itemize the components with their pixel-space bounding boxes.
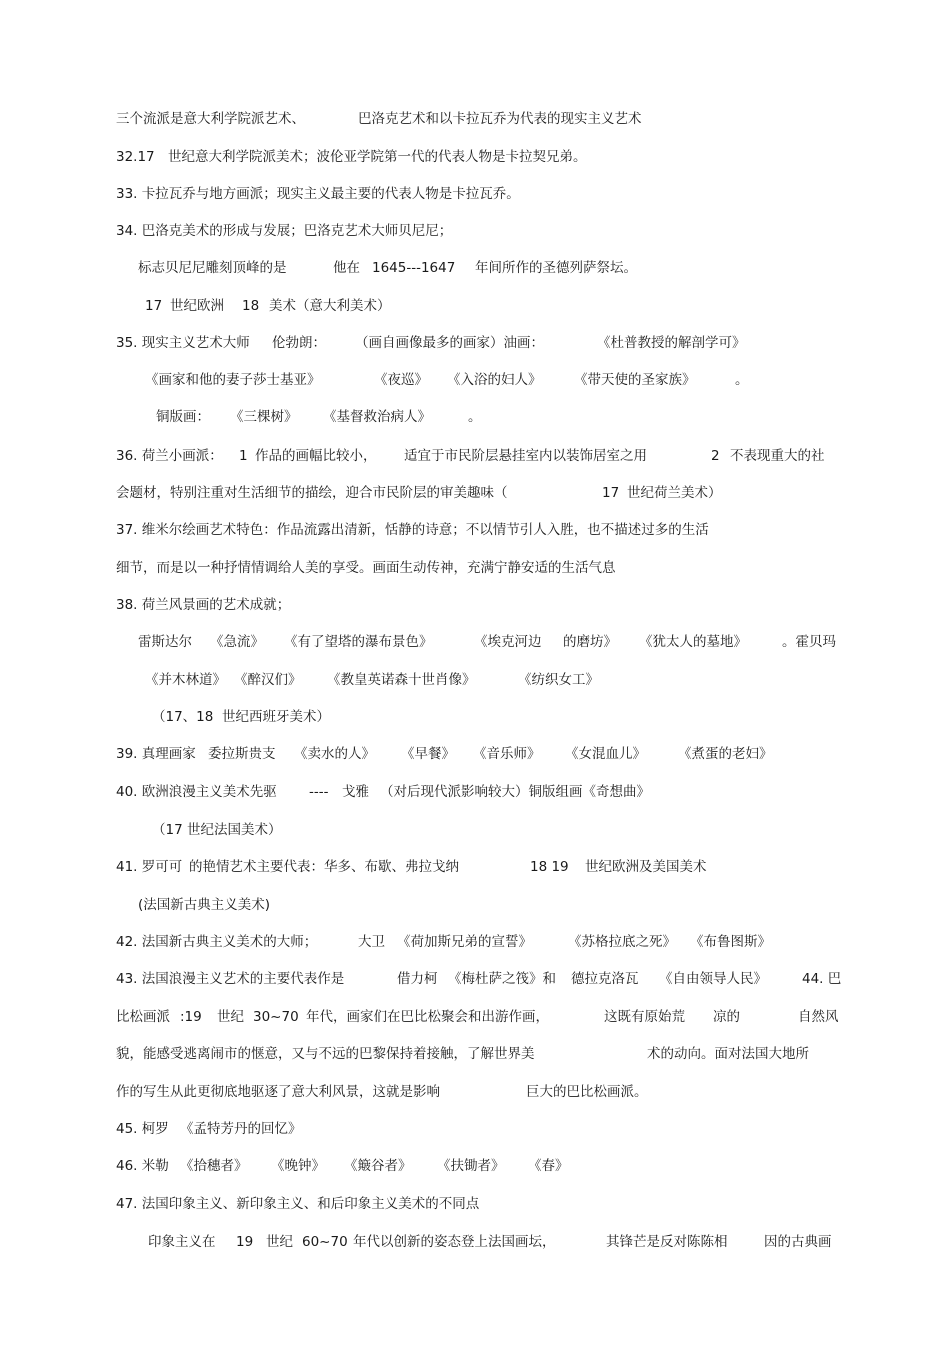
text-segment: 《簸谷者》 bbox=[344, 1158, 412, 1174]
text-segment: 《三棵树》 bbox=[230, 409, 298, 425]
text-line bbox=[0, 1117, 950, 1141]
text-line bbox=[0, 368, 950, 392]
text-segment: 《女混血儿》 bbox=[565, 746, 646, 762]
text-segment: 32.17 bbox=[116, 149, 155, 165]
text-line bbox=[0, 742, 950, 766]
text-segment: 标志贝尼尼雕刻顶峰的是 bbox=[138, 260, 287, 276]
text-segment: 《荷加斯兄弟的宣誓》 bbox=[397, 934, 532, 950]
text-segment: 不表现重大的社 bbox=[730, 448, 825, 464]
text-segment: 38. 荷兰风景画的艺术成就； bbox=[116, 597, 291, 613]
text-segment: 借力柯 bbox=[397, 971, 438, 987]
text-segment: 巴洛克艺术和以卡拉瓦乔为代表的现实主义艺术 bbox=[358, 111, 642, 127]
text-segment: 17 bbox=[145, 298, 163, 314]
text-segment: 45. 柯罗 bbox=[116, 1121, 169, 1137]
text-segment: 40. 欧洲浪漫主义美术先驱 bbox=[116, 784, 277, 800]
text-segment: 《基督救治病人》 bbox=[323, 409, 431, 425]
text-segment: 雷斯达尔 bbox=[138, 634, 192, 650]
text-segment: 35. 现实主义艺术大师 bbox=[116, 335, 250, 351]
text-segment: 伦勃朗： bbox=[272, 335, 326, 351]
text-segment: 18 bbox=[242, 298, 260, 314]
text-line bbox=[0, 593, 950, 617]
text-segment: 的艳情艺术主要代表：华多、布歇、弗拉戈纳 bbox=[189, 859, 459, 875]
text-line bbox=[0, 1042, 950, 1066]
text-line bbox=[0, 182, 950, 206]
text-segment: 46. 米勒 bbox=[116, 1158, 169, 1174]
text-segment: 34. 巴洛克美术的形成与发展；巴洛克艺术大师贝尼尼； bbox=[116, 223, 453, 239]
text-segment: 60~70 bbox=[302, 1234, 348, 1250]
text-line bbox=[0, 630, 950, 654]
text-segment: 19 bbox=[236, 1234, 254, 1250]
text-segment: 《入浴的妇人》 bbox=[447, 372, 542, 388]
text-segment: 铜版画： bbox=[156, 409, 210, 425]
text-line bbox=[0, 405, 950, 429]
text-segment: 39. 真理画家 bbox=[116, 746, 196, 762]
text-segment: 适宜于市民阶层悬挂室内以装饰居室之用 bbox=[404, 448, 647, 464]
text-segment: 《急流》 bbox=[210, 634, 264, 650]
text-line bbox=[0, 219, 950, 243]
text-segment: 三个流派是意大利学院派艺术、 bbox=[116, 111, 305, 127]
text-segment: 世纪荷兰美术） bbox=[627, 485, 722, 501]
text-line bbox=[0, 556, 950, 580]
text-segment: 年代，画家们在巴比松聚会和出游作画， bbox=[306, 1009, 549, 1025]
text-segment: 《卖水的人》 bbox=[294, 746, 375, 762]
text-segment: 。 bbox=[468, 409, 482, 425]
text-segment: 36. 荷兰小画派： bbox=[116, 448, 223, 464]
text-segment: 《拾穗者》 bbox=[180, 1158, 248, 1174]
text-segment: 37. 维米尔绘画艺术特色：作品流露出清新，恬静的诗意；不以情节引人入胜，也不描述过多的生活 bbox=[116, 522, 709, 538]
text-segment: 《醉汉们》 bbox=[234, 672, 302, 688]
text-segment: 印象主义在 bbox=[148, 1234, 216, 1250]
text-segment: 。霍贝玛 bbox=[782, 634, 836, 650]
text-line bbox=[0, 331, 950, 355]
text-segment: 《春》 bbox=[528, 1158, 569, 1174]
text-segment: 其锋芒是反对陈陈相 bbox=[606, 1234, 728, 1250]
text-segment: 《带天使的圣家族》 bbox=[574, 372, 696, 388]
text-segment: 《教皇英诺森十世肖像》 bbox=[327, 672, 476, 688]
text-segment: （画自画像最多的画家）油画： bbox=[355, 335, 544, 351]
text-segment: 《苏格拉底之死》 bbox=[568, 934, 676, 950]
text-segment: 《并木林道》 bbox=[145, 672, 226, 688]
text-segment: 43. 法国浪漫主义艺术的主要代表作是 bbox=[116, 971, 345, 987]
text-segment: 《纺织女工》 bbox=[518, 672, 599, 688]
text-segment: 世纪欧洲 bbox=[170, 298, 224, 314]
text-segment: 世纪 bbox=[217, 1009, 244, 1025]
text-segment: 《夜巡》 bbox=[374, 372, 428, 388]
text-segment: 年代以创新的姿态登上法国画坛， bbox=[353, 1234, 556, 1250]
text-segment: 30~70 bbox=[253, 1009, 299, 1025]
text-segment: 《画家和他的妻子莎士基亚》 bbox=[145, 372, 321, 388]
text-segment: 44. 巴 bbox=[802, 971, 842, 987]
text-line bbox=[0, 518, 950, 542]
text-segment: 凉的 bbox=[713, 1009, 740, 1025]
text-segment: 《煮蛋的老妇》 bbox=[678, 746, 773, 762]
text-segment: 《布鲁图斯》 bbox=[690, 934, 771, 950]
text-line bbox=[0, 256, 950, 280]
text-segment: 他在 bbox=[333, 260, 360, 276]
text-segment: 41. 罗可可 bbox=[116, 859, 183, 875]
text-segment: 世纪西班牙美术） bbox=[222, 709, 330, 725]
text-segment: 作品的画幅比较小， bbox=[255, 448, 377, 464]
text-segment: （对后现代派影响较大）铜版组画《奇想曲》 bbox=[380, 784, 650, 800]
text-segment: ---- bbox=[309, 784, 329, 800]
text-segment: 。 bbox=[735, 372, 749, 388]
text-segment: 1645---1647 bbox=[372, 260, 456, 276]
text-segment: 巨大的巴比松画派。 bbox=[526, 1084, 648, 1100]
text-segment: 因的古典画 bbox=[764, 1234, 832, 1250]
text-line bbox=[0, 780, 950, 804]
text-segment: 《晚钟》 bbox=[271, 1158, 325, 1174]
text-segment: 《自由领导人民》 bbox=[659, 971, 767, 987]
text-segment: 世纪意大利学院派美术；波伦亚学院第一代的代表人物是卡拉契兄弟。 bbox=[168, 149, 587, 165]
text-segment: （17、18 bbox=[152, 709, 214, 725]
text-segment: 比松画派 bbox=[116, 1009, 170, 1025]
text-line bbox=[0, 1154, 950, 1178]
text-segment: 年间所作的圣德列萨祭坛。 bbox=[475, 260, 637, 276]
text-segment: 貌，能感受逃离闹市的惬意，又与不远的巴黎保持着接触，了解世界美 bbox=[116, 1046, 535, 1062]
text-segment: 作的写生从此更彻底地驱逐了意大利风景，这就是影响 bbox=[116, 1084, 440, 1100]
text-segment: 德拉克洛瓦 bbox=[571, 971, 639, 987]
text-segment: 世纪 bbox=[266, 1234, 293, 1250]
text-segment: 戈雅 bbox=[342, 784, 369, 800]
text-segment: 47. 法国印象主义、新印象主义、和后印象主义美术的不同点 bbox=[116, 1196, 480, 1212]
text-line bbox=[0, 705, 950, 729]
text-segment: :19 bbox=[180, 1009, 202, 1025]
text-segment: 会题材，特别注重对生活细节的描绘，迎合市民阶层的审美趣味（ bbox=[116, 485, 508, 501]
text-segment: 《有了望塔的瀑布景色》 bbox=[284, 634, 433, 650]
text-segment: 《杜普教授的解剖学可》 bbox=[597, 335, 746, 351]
text-segment: 世纪欧洲及美国美术 bbox=[585, 859, 707, 875]
text-line bbox=[0, 481, 950, 505]
text-line bbox=[0, 893, 950, 917]
text-segment: 大卫 bbox=[358, 934, 385, 950]
text-line bbox=[0, 107, 950, 131]
text-segment: 《梅杜萨之筏》和 bbox=[448, 971, 556, 987]
text-line bbox=[0, 967, 950, 991]
text-segment: 42. 法国新古典主义美术的大师； bbox=[116, 934, 318, 950]
text-line bbox=[0, 855, 950, 879]
text-line bbox=[0, 818, 950, 842]
text-segment: 《埃克河边 bbox=[474, 634, 542, 650]
text-line bbox=[0, 294, 950, 318]
text-segment: 18 19 bbox=[530, 859, 569, 875]
text-segment: 《音乐师》 bbox=[473, 746, 541, 762]
text-segment: 术的动向。面对法国大地所 bbox=[647, 1046, 809, 1062]
text-line bbox=[0, 1005, 950, 1029]
text-segment: 1 bbox=[239, 448, 248, 464]
text-line bbox=[0, 145, 950, 169]
text-segment: 的磨坊》 bbox=[563, 634, 617, 650]
text-segment: 《扶锄者》 bbox=[437, 1158, 505, 1174]
text-segment: 委拉斯贵支 bbox=[208, 746, 276, 762]
text-line bbox=[0, 1080, 950, 1104]
text-segment: 《早餐》 bbox=[401, 746, 455, 762]
text-line bbox=[0, 930, 950, 954]
text-segment: (法国新古典主义美术) bbox=[138, 897, 271, 913]
text-line bbox=[0, 1230, 950, 1254]
text-line bbox=[0, 668, 950, 692]
text-segment: （17 世纪法国美术） bbox=[152, 822, 282, 838]
text-line bbox=[0, 1192, 950, 1216]
text-segment: 2 bbox=[711, 448, 720, 464]
text-segment: 美术（意大利美术） bbox=[269, 298, 391, 314]
text-segment: 《犹太人的墓地》 bbox=[639, 634, 747, 650]
text-segment: 《孟特芳丹的回忆》 bbox=[180, 1121, 302, 1137]
text-segment: 自然风 bbox=[798, 1009, 839, 1025]
text-segment: 这既有原始荒 bbox=[604, 1009, 685, 1025]
text-segment: 33. 卡拉瓦乔与地方画派；现实主义最主要的代表人物是卡拉瓦乔。 bbox=[116, 186, 520, 202]
text-segment: 细节，而是以一种抒情情调给人美的享受。画面生动传神，充满宁静安适的生活气息 bbox=[116, 560, 616, 576]
text-line bbox=[0, 444, 950, 468]
text-segment: 17 bbox=[602, 485, 620, 501]
